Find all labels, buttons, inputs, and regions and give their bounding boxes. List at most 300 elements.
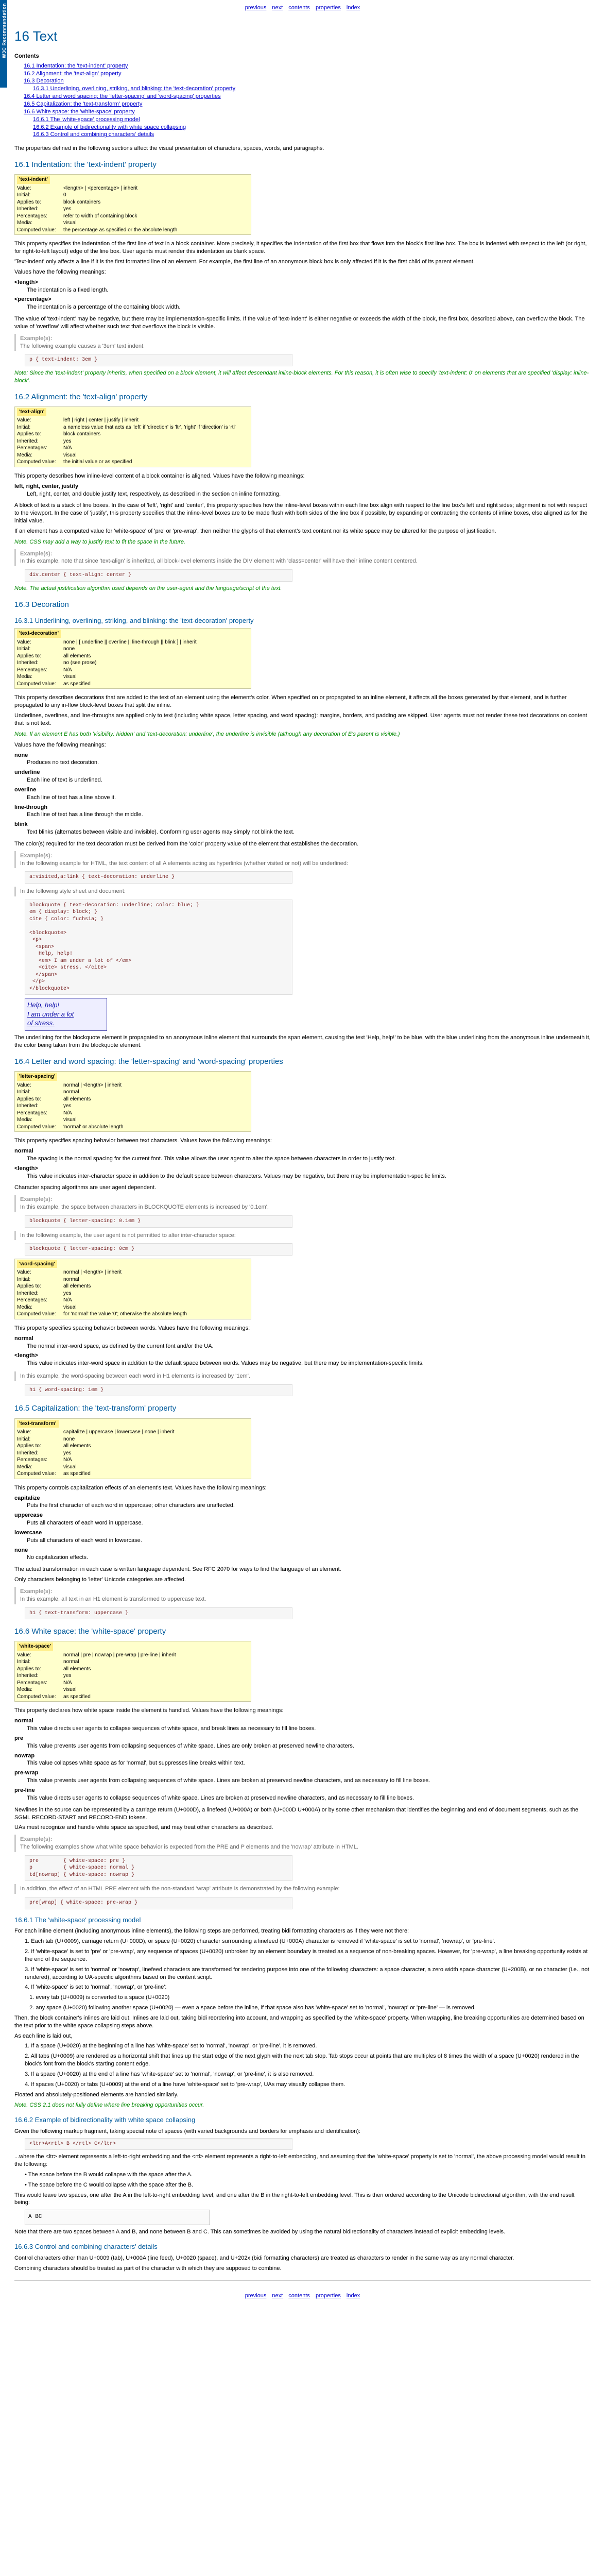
- value-term: <length>: [14, 279, 38, 285]
- w3c-status-strip: [0, 0, 7, 88]
- property-field-value: N/A: [63, 1110, 72, 1116]
- property-definition-table: [17, 417, 239, 466]
- property-field-label: Value:: [17, 1082, 31, 1088]
- toc-link[interactable]: 16.6.3 Control and combining characters' details: [33, 131, 154, 138]
- list-item: • The space before the B would collapse with the space after the A.: [25, 2171, 193, 2178]
- property-name: 'white-space': [17, 1642, 53, 1651]
- property-field-value: yes: [63, 1673, 72, 1679]
- propdef-text-align: [14, 406, 251, 467]
- property-field-label: Value:: [17, 1269, 31, 1276]
- table-row: [17, 431, 239, 438]
- s3-example-2: [14, 887, 591, 896]
- property-name: 'text-transform': [17, 1420, 59, 1428]
- example-text: In addition, the effect of an HTML PRE element with the non-standard 'wrap' attribute is demonstrated by the following example:: [20, 1886, 340, 1892]
- table-row: [17, 1290, 190, 1297]
- property-field-label: Inherited:: [17, 1290, 39, 1296]
- s2-example: [14, 549, 591, 567]
- w3c-status-label: W3C Recommendation: [2, 3, 7, 59]
- toc-link[interactable]: 16.2 Alignment: the 'text-align' property: [24, 70, 122, 77]
- propdef-text-transform: [14, 1418, 251, 1479]
- property-field-label: Computed value:: [17, 1124, 56, 1130]
- value-description: The indentation is a percentage of the containing block width.: [27, 304, 181, 311]
- s6-paragraph-1: This property declares how white space inside the element is handled. Values have the following meanings:: [14, 1707, 284, 1714]
- property-field-label: Inherited:: [17, 1103, 39, 1109]
- property-field-label: Media:: [17, 1304, 33, 1310]
- s4-code-block-3: h1 { word-spacing: 1em }: [25, 1384, 292, 1397]
- section-heading-text-indent: 16.1 Indentation: the 'text-indent' property: [14, 160, 157, 170]
- value-term: normal: [14, 1148, 33, 1155]
- property-field-label: Value:: [17, 185, 31, 191]
- table-row: [17, 1672, 179, 1680]
- value-term: left, right, center, justify: [14, 483, 79, 489]
- table-row: [17, 667, 200, 674]
- value-description: This value collapses white space as for 'normal', but suppresses line breaks within text.: [27, 1760, 245, 1767]
- property-field-value: block containers: [63, 431, 101, 437]
- property-field-label: Initial:: [17, 1436, 31, 1442]
- toc-link[interactable]: 16.3.1 Underlining, overlining, striking, and blinking: the 'text-decoration' property: [33, 86, 236, 92]
- nav-contents-link[interactable]: contents: [288, 2293, 310, 2299]
- table-row: [17, 1456, 178, 1464]
- s5-values-list: [14, 1495, 591, 1562]
- property-field-value: yes: [63, 206, 72, 212]
- property-field-value: N/A: [63, 667, 72, 673]
- property-field-label: Inherited:: [17, 1673, 39, 1679]
- toc-link[interactable]: 16.6 White space: the 'white-space' property: [24, 108, 135, 115]
- property-field-label: Applies to:: [17, 431, 41, 437]
- propdef-word-spacing: [14, 1259, 251, 1319]
- s6-sub2-paragraph-2: ...where the <ltr> element represents a left-to-right embedding and the <rtl> element represents a right-to-left embedding, and assuming that the 'white-space' property is set to 'normal', the above processing model would result in the following:: [14, 2154, 585, 2168]
- s6-paragraph-3: UAs must recognize and handle white space as specified, and may treat other characters as described.: [14, 1824, 273, 1831]
- property-field-label: Applies to:: [17, 653, 41, 659]
- example-text: In the following example, the user agent is not permitted to alter inter-character space:: [20, 1232, 236, 1239]
- example-label: Example(s):: [20, 1196, 53, 1203]
- example-label: Example(s):: [20, 1836, 53, 1843]
- property-field-value: visual: [63, 1117, 77, 1123]
- nav-next-link[interactable]: next: [272, 5, 283, 11]
- property-field-value: refer to width of containing block: [63, 213, 137, 219]
- property-field-value: for 'normal' the value '0'; otherwise the absolute length: [63, 1311, 187, 1317]
- demo-line-1: Help, help!: [27, 1001, 60, 1009]
- s4-values-list-2: [14, 1335, 591, 1367]
- value-term: uppercase: [14, 1512, 43, 1519]
- nav-index-link[interactable]: index: [346, 2293, 360, 2299]
- property-field-value: no (see prose): [63, 660, 97, 666]
- toc-item: [24, 100, 591, 108]
- s2-paragraph-3: If an element has a computed value for 'white-space' of 'pre' or 'pre-wrap', then neither the glyphs of that element's text content nor its white space may be altered for the purpose of justification.: [14, 528, 496, 534]
- property-field-label: Percentages:: [17, 1110, 47, 1116]
- property-field-label: Computed value:: [17, 459, 56, 465]
- property-field-value: visual: [63, 1304, 77, 1310]
- bidi-result-illustration: A BC: [25, 2210, 210, 2225]
- toc-item: [24, 62, 591, 70]
- s1-example: [14, 334, 591, 351]
- s6-sub3-paragraph-1: Control characters other than U+0009 (tab), U+000A (line feed), U+0020 (space), and U+202x (bidi formatting characters) are treated as characters to render in the same way as any normal character.: [14, 2255, 514, 2261]
- table-row: [17, 227, 180, 234]
- propdef-letter-spacing: [14, 1071, 251, 1132]
- value-description: Each line of text has a line through the middle.: [27, 811, 143, 818]
- s3-paragraph-3: Values have the following meanings:: [14, 741, 106, 748]
- nav-next-link[interactable]: next: [272, 2293, 283, 2299]
- property-field-value: visual: [63, 452, 77, 458]
- value-description: Puts all characters of each word in uppercase.: [27, 1520, 143, 1527]
- list-item: 4. If spaces (U+0020) or tabs (U+0009) at the end of a line have 'white-space' set to 'pre-wrap', UAs may visually collapse them.: [25, 2081, 345, 2088]
- property-field-label: Media:: [17, 1117, 33, 1123]
- table-row: [17, 1443, 178, 1450]
- value-term: pre-wrap: [14, 1770, 39, 1776]
- table-of-contents: [24, 62, 591, 139]
- property-field-label: Computed value:: [17, 227, 56, 233]
- s3-note: Note. If an element E has both 'visibility: hidden' and 'text-decoration: underline', the underline is invisible (although any decoration of E's parent is visible.): [14, 731, 400, 737]
- s5-code-block: h1 { text-transform: uppercase }: [25, 1607, 292, 1620]
- s4-example-2: [14, 1231, 591, 1241]
- value-description: This value indicates inter-word space in addition to the default space between words. Values may be negative, but there may be implementation-specific limits.: [27, 1360, 424, 1367]
- property-name: 'text-decoration': [17, 630, 61, 638]
- list-item: 4. If 'white-space' is set to 'normal', 'nowrap', or 'pre-line':: [25, 1984, 167, 1991]
- example-text: The following example causes a '3em' text indent.: [20, 343, 145, 349]
- property-field-value: block containers: [63, 199, 101, 205]
- property-field-label: Media:: [17, 674, 33, 680]
- s3-paragraph-2: Underlines, overlines, and line-throughs are applied only to text (including white space, letter spacing, and word spacing): margins, borders, and padding are skipped. User agents must not render these text decorations on content that is not text.: [14, 713, 587, 726]
- property-field-value: yes: [63, 1290, 72, 1296]
- table-row: [17, 1297, 190, 1304]
- toc-item: [24, 108, 591, 116]
- table-row: [17, 417, 239, 424]
- property-field-value: as specified: [63, 681, 91, 687]
- example-text: The following examples show what white space behavior is expected from the PRE and P elements and the 'nowrap' attribute in HTML.: [20, 1844, 359, 1851]
- value-term: capitalize: [14, 1495, 40, 1501]
- table-row: [17, 1680, 179, 1687]
- value-term: lowercase: [14, 1529, 42, 1536]
- property-field-value: normal | <length> | inherit: [63, 1269, 122, 1276]
- property-field-value: a nameless value that acts as 'left' if 'direction' is 'ltr', 'right' if 'direction' is 'rtl': [63, 424, 236, 430]
- property-name: 'text-indent': [17, 176, 50, 184]
- value-term: <length>: [14, 1352, 38, 1359]
- s4-paragraph-2: Character spacing algorithms are user agent dependent.: [14, 1184, 157, 1191]
- table-row: [17, 219, 180, 227]
- property-field-label: Applies to:: [17, 1096, 41, 1102]
- s6-code-block-2: pre[wrap] { white-space: pre-wrap }: [25, 1897, 292, 1909]
- s4-values-list: [14, 1147, 591, 1180]
- property-field-value: normal: [63, 1089, 79, 1095]
- value-description: No capitalization effects.: [27, 1554, 89, 1561]
- property-field-label: Initial:: [17, 646, 31, 652]
- example-label: Example(s):: [20, 1588, 53, 1595]
- property-field-value: yes: [63, 438, 72, 444]
- s6-values-list: [14, 1717, 591, 1802]
- section-heading-spacing: 16.4 Letter and word spacing: the 'letter-spacing' and 'word-spacing' properties: [14, 1057, 283, 1066]
- s3-paragraph-4: The color(s) required for the text decoration must be derived from the 'color' property value of the element that establishes the decoration.: [14, 840, 359, 847]
- property-name: 'word-spacing': [17, 1260, 57, 1268]
- example-text: In this example, the word-spacing between each word in H1 elements is increased by '1em'.: [20, 1373, 250, 1380]
- property-field-value: as specified: [63, 1693, 91, 1700]
- table-row: [17, 1436, 178, 1443]
- s6-sub1-steps: [14, 1938, 591, 2012]
- list-item: 1. Each tab (U+0009), carriage return (U+000D), or space (U+0020) character surrounding a linefeed (U+000A) character is removed if 'white-space' is set to 'normal', 'nowrap', or 'pre-line'.: [25, 1938, 495, 1945]
- table-row: [17, 639, 200, 646]
- property-field-label: Computed value:: [17, 1471, 56, 1477]
- example-label: Example(s):: [20, 852, 53, 859]
- property-field-label: Percentages:: [17, 213, 47, 219]
- property-field-label: Initial:: [17, 1089, 31, 1095]
- table-row: [17, 1116, 127, 1124]
- example-label: Example(s):: [20, 550, 53, 557]
- s6-sub3-paragraph-2: Combining characters should be treated as part of the character with which they are supposed to combine.: [14, 2265, 282, 2272]
- s6-sub1-paragraph-2: Then, the block container's inlines are laid out. Inlines are laid out, taking bidi reordering into account, and wrapping as specified by the 'white-space' property. When wrapping, line breaking opportunities are determined based on the text prior to the white space collapsing steps above.: [14, 2014, 584, 2029]
- table-row: [17, 206, 180, 213]
- property-definition-table: [17, 639, 200, 688]
- example-text: In this example, the space between characters in BLOCKQUOTE elements is increased by '0.1em'.: [20, 1204, 269, 1211]
- table-row: [17, 1429, 178, 1436]
- s4-paragraph-3: This property specifies spacing behavior between words. Values have the following meanings:: [14, 1325, 250, 1331]
- property-field-label: Media:: [17, 1687, 33, 1693]
- propdef-white-space: [14, 1641, 251, 1702]
- nav-properties-link[interactable]: properties: [315, 2293, 341, 2299]
- property-field-label: Inherited:: [17, 206, 39, 212]
- table-row: [17, 1464, 178, 1471]
- propdef-text-decoration: [14, 628, 251, 689]
- property-definition-table: [17, 1082, 127, 1131]
- s3-values-list: [14, 752, 591, 836]
- s5-paragraph-2: The actual transformation in each case is written language dependent. See RFC 2070 for ways to find the language of an element.: [14, 1566, 341, 1573]
- value-term: underline: [14, 769, 40, 776]
- table-row: [17, 1124, 127, 1131]
- property-field-value: N/A: [63, 445, 72, 451]
- property-field-label: Applies to:: [17, 1443, 41, 1449]
- property-field-value: capitalize | uppercase | lowercase | none | inherit: [63, 1429, 175, 1435]
- toc-link[interactable]: 16.6.1 The 'white-space' processing model: [33, 116, 140, 123]
- property-name: 'text-align': [17, 408, 46, 416]
- table-row: [17, 1311, 190, 1318]
- s1-paragraph-3: Values have the following meanings:: [14, 268, 106, 275]
- table-row: [17, 192, 180, 199]
- list-item: 1. If a space (U+0020) at the beginning of a line has 'white-space' set to 'normal', 'nowrap', or 'pre-line', it is removed.: [25, 2043, 317, 2049]
- property-field-value: the percentage as specified or the absolute length: [63, 227, 178, 233]
- s4-example: [14, 1195, 591, 1212]
- s6-code-block: pre { white-space: pre } p { white-space: normal } td[nowrap] { white-space: nowrap }: [25, 1855, 292, 1882]
- property-field-value: 0: [63, 192, 66, 198]
- property-field-label: Value:: [17, 639, 31, 645]
- toc-link[interactable]: 16.4 Letter and word spacing: the 'letter-spacing' and 'word-spacing' properties: [24, 93, 221, 100]
- list-item: • The space before the C would collapse with the space after the B.: [25, 2181, 194, 2188]
- property-field-label: Media:: [17, 220, 33, 226]
- property-field-label: Value:: [17, 1429, 31, 1435]
- s6-example: [14, 1835, 591, 1852]
- s1-paragraph-1: This property specifies the indentation of the first line of text in a block container. More precisely, it specifies the indentation of the first box that flows into the block's first line box. The box is indented with respect to the left (or right, for right-to-left layout) edge of the line box. User agents must render this indentation as blank space.: [14, 241, 587, 255]
- toc-link[interactable]: 16.6.2 Example of bidirectionality with white space collapsing: [33, 124, 186, 130]
- table-row: [17, 1666, 179, 1673]
- table-row: [17, 646, 200, 653]
- value-description: This value indicates inter-character space in addition to the default space between characters. Values may be negative, but there may be implementation-specific limits.: [27, 1173, 446, 1179]
- table-row: [17, 1686, 179, 1693]
- property-field-label: Applies to:: [17, 1283, 41, 1290]
- property-field-value: none | [ underline || overline || line-through || blink ] | inherit: [63, 639, 197, 645]
- nav-previous-link[interactable]: previous: [245, 2293, 267, 2299]
- s6-sub1-steps-2: [14, 2042, 591, 2088]
- property-field-value: left | right | center | justify | inherit: [63, 417, 139, 423]
- nav-properties-link[interactable]: properties: [315, 5, 341, 11]
- table-row: [17, 1110, 127, 1117]
- list-item: 2. any space (U+0020) following another space (U+0020) — even a space before the inline, if that space also has 'white-space' set to 'normal', 'nowrap' or 'pre-line' — is removed.: [25, 2005, 476, 2011]
- value-description: Each line of text is underlined.: [27, 777, 102, 784]
- property-field-label: Applies to:: [17, 199, 41, 205]
- property-field-label: Initial:: [17, 424, 31, 430]
- table-row: [17, 1283, 190, 1290]
- list-item: 1. every tab (U+0009) is converted to a space (U+0020): [25, 1994, 170, 2001]
- value-description: Produces no text decoration.: [27, 759, 99, 766]
- nav-index-link[interactable]: index: [346, 5, 360, 11]
- list-item: 3. If 'white-space' is set to 'normal' or 'nowrap', linefeed characters are transformed for rendering purpose into one of the following characters: a space character, a zero width space character (U+200B), or no character (i.e., not rendered), according to UA-specific algorithms based on the content script.: [25, 1966, 591, 1980]
- s6-sub1-paragraph-3: As each line is laid out,: [14, 2032, 73, 2039]
- demo-line-3: of stress.: [27, 1019, 55, 1027]
- value-term: pre: [14, 1735, 24, 1741]
- subsection-heading-text-decoration: 16.3.1 Underlining, overlining, striking, and blinking: the 'text-decoration' property: [14, 616, 254, 624]
- toc-item: [24, 124, 591, 131]
- property-field-value: yes: [63, 1103, 72, 1109]
- s5-paragraph-1: This property controls capitalization effects of an element's text. Values have the following meanings:: [14, 1484, 267, 1491]
- s6-sub2-paragraph-3: This would leave two spaces, one after the A in the left-to-right embedding level, and one after the B in the right-to-left embedding level. This is then ordered according to the Unicode bidirectional algorithm, with the end result being:: [14, 2192, 575, 2206]
- nav-contents-link[interactable]: contents: [288, 5, 310, 11]
- toc-item: [24, 70, 591, 78]
- s6-sub2-paragraph-4: Note that there are two spaces between A and B, and none between B and C. This can sometimes be avoided by using the natural bidirectionality of characters instead of explicit embedding levels.: [14, 2229, 506, 2235]
- example-text: In this example, all text in an H1 element is transformed to uppercase text.: [20, 1596, 206, 1602]
- table-row: [17, 659, 200, 667]
- property-field-value: N/A: [63, 1457, 72, 1463]
- example-label: Example(s):: [20, 335, 53, 342]
- table-row: [17, 1082, 127, 1089]
- s6-example-2: [14, 1884, 591, 1894]
- property-field-value: 'normal' or absolute length: [63, 1124, 124, 1130]
- s6-sub1-note: Note. CSS 2.1 does not fully define where line breaking opportunities occur.: [14, 2102, 204, 2109]
- section-heading-white-space: 16.6 White space: the 'white-space' property: [14, 1627, 166, 1636]
- property-name: 'letter-spacing': [17, 1073, 57, 1081]
- value-description: Puts all characters of each word in lowercase.: [27, 1537, 142, 1544]
- toc-item: [24, 116, 591, 124]
- table-row: [17, 1269, 190, 1276]
- footer-divider: [14, 2280, 591, 2281]
- s2-paragraph-2: A block of text is a stack of line boxes. In the case of 'left', 'right' and 'center', this property specifies how the inline-level boxes within each line box align with respect to the line box's left and right sides; alignment is not with respect to the viewport. In the case of 'justify', this property specifies that the inline-level boxes are to be made flush with both sides of the line box if possible, by expanding or contracting the contents of inline boxes, else aligned as for the initial value.: [14, 502, 587, 524]
- property-field-label: Percentages:: [17, 1457, 47, 1463]
- property-field-value: all elements: [63, 653, 91, 659]
- s3-code-block-2: blockquote { text-decoration: underline; color: blue; } em { display: block; } cite { color: fuchsia; } <blockquote> <p> <span> Help, help! <em> I am under a lot of </em> <cite> stress. </cite> </span> </p> </blockquote>: [25, 900, 292, 995]
- property-field-value: visual: [63, 674, 77, 680]
- value-term: <percentage>: [14, 296, 51, 303]
- table-row: [17, 1693, 179, 1701]
- value-description: This value prevents user agents from collapsing sequences of white space. Lines are only broken at preserved newline characters.: [27, 1742, 354, 1749]
- property-field-value: yes: [63, 1450, 72, 1456]
- list-item: 2. If 'white-space' is set to 'pre' or 'pre-wrap', any sequence of spaces (U+0020) unbroken by an element boundary is treated as a sequence of non-breaking spaces. However, for 'pre-wrap', a line breaking opportunity exists at the end of the sequence.: [25, 1948, 590, 1962]
- table-row: [17, 1276, 190, 1283]
- property-definition-table: [17, 185, 180, 234]
- nav-previous-link[interactable]: previous: [245, 5, 267, 11]
- section-heading-decoration: 16.3 Decoration: [14, 600, 69, 609]
- table-row: [17, 438, 239, 445]
- property-definition-table: [17, 1269, 190, 1318]
- list-item: 3. If a space (U+0020) at the end of a line has 'white-space' set to 'normal', 'nowrap', or 'pre-line', it is also removed.: [25, 2071, 314, 2077]
- value-description: The spacing is the normal spacing for the current font. This value allows the user agent to alter the space between characters in order to justify text.: [27, 1155, 396, 1162]
- toc-link[interactable]: 16.5 Capitalization: the 'text-transform' property: [24, 101, 143, 107]
- table-row: [17, 1470, 178, 1478]
- value-description: Text blinks (alternates between visible and invisible). Conforming user agents may simply not blink the text.: [27, 829, 295, 836]
- s6-sub2-bullets: [14, 2171, 591, 2189]
- property-field-value: normal: [63, 1659, 79, 1665]
- s3-example: [14, 851, 591, 869]
- property-field-value: all elements: [63, 1443, 91, 1449]
- value-description: Each line of text has a line above it.: [27, 794, 116, 801]
- property-definition-table: [17, 1652, 179, 1701]
- example-text: In the following style sheet and document:: [20, 888, 126, 894]
- s6-paragraph-2: Newlines in the source can be represented by a carriage return (U+000D), a linefeed (U+000A) or both (U+000D U+000A) or by some other mechanism that identifies the beginning and end of document segments, such as the SGML RECORD-START and RECORD-END tokens.: [14, 1806, 579, 1821]
- value-term: none: [14, 752, 28, 758]
- table-row: [17, 1658, 179, 1666]
- property-field-value: all elements: [63, 1283, 91, 1290]
- s5-example: [14, 1587, 591, 1604]
- table-row: [17, 213, 180, 220]
- property-field-label: Media:: [17, 1464, 33, 1470]
- toc-link[interactable]: 16.1 Indentation: the 'text-indent' property: [24, 62, 128, 69]
- s4-code-block-2: blockquote { letter-spacing: 0cm }: [25, 1243, 292, 1256]
- s1-paragraph-2: 'Text-indent' only affects a line if it is the first formatted line of an element. For example, the first line of an anonymous block box is only affected if it is the first child of its parent element.: [14, 259, 475, 265]
- property-field-label: Initial:: [17, 1276, 31, 1282]
- s3-code-block: a:visited,a:link { text-decoration: underline }: [25, 871, 292, 884]
- table-row: [17, 459, 239, 466]
- contents-heading: Contents: [14, 53, 39, 59]
- bottom-navigation: [14, 2289, 591, 2303]
- value-description: This value directs user agents to collapse sequences of white space. Lines are broken at preserved newline characters, and as necessary to fill line boxes.: [27, 1794, 414, 1801]
- property-field-value: none: [63, 646, 75, 652]
- section-heading-text-transform: 16.5 Capitalization: the 'text-transform' property: [14, 1404, 177, 1413]
- section-heading-text-align: 16.2 Alignment: the 'text-align' property: [14, 392, 148, 401]
- s1-note: Note: Since the 'text-indent' property inherits, when specified on a block element, it will affect descendant inline-block elements. For this reason, it is often wise to specify 'text-indent: 0' on elements that are specified 'display: inline-block'.: [14, 369, 589, 384]
- subsection-heading-bidi-example: 16.6.2 Example of bidirectionality with white space collapsing: [14, 2116, 196, 2124]
- example-text: In the following example for HTML, the text content of all A elements acting as hyperlinks (whether visited or not) will be underlined:: [20, 860, 349, 867]
- table-row: [17, 1096, 127, 1103]
- s4-code-block: blockquote { letter-spacing: 0.1em }: [25, 1215, 292, 1228]
- demo-line-2: I am under a lot: [27, 1010, 74, 1018]
- property-field-label: Inherited:: [17, 1450, 39, 1456]
- decoration-rendering-illustration: [25, 998, 107, 1031]
- table-row: [17, 653, 200, 660]
- property-field-label: Inherited:: [17, 660, 39, 666]
- s2-note: Note. CSS may add a way to justify text to fit the space in the future.: [14, 538, 185, 545]
- property-field-label: Value:: [17, 417, 31, 423]
- s2-paragraph-1: This property describes how inline-level content of a block container is aligned. Values have the following meanings:: [14, 472, 305, 479]
- s1-paragraph-4: The value of 'text-indent' may be negative, but there may be implementation-specific limits. If the value of 'text-indent' is either negative or exceeds the width of the block, the first box, described above, can overflow the block. The value of 'overflow' will affect whether such text that overflows the block is visible.: [14, 316, 585, 330]
- table-row: [17, 1304, 190, 1311]
- property-field-value: all elements: [63, 1666, 91, 1672]
- value-description: The indentation is a fixed length.: [27, 286, 109, 293]
- table-row: [17, 185, 180, 192]
- s2-note-2: Note. The actual justification algorithm used depends on the user-agent and the language/script of the text.: [14, 585, 282, 591]
- toc-item: [24, 93, 591, 100]
- s1-code-block: p { text-indent: 3em }: [25, 354, 292, 366]
- property-field-value: all elements: [63, 1096, 91, 1102]
- s5-paragraph-3: Only characters belonging to 'letter' Unicode categories are affected.: [14, 1577, 186, 1583]
- value-term: nowrap: [14, 1752, 35, 1759]
- subsection-heading-processing-model: 16.6.1 The 'white-space' processing model: [14, 1916, 141, 1924]
- toc-link[interactable]: 16.3 Decoration: [24, 78, 64, 84]
- subsection-heading-control-chars: 16.6.3 Control and combining characters' details: [14, 2243, 158, 2251]
- s2-code-block: div.center { text-align: center }: [25, 569, 292, 582]
- s6-sub2-code-block: <ltr>A<rtl> B </rtl> C</ltr>: [25, 2138, 292, 2150]
- property-field-value: N/A: [63, 1680, 72, 1686]
- property-field-value: visual: [63, 1464, 77, 1470]
- table-row: [17, 424, 239, 431]
- s6-sub2-paragraph-1: Given the following markup fragment, taking special note of spaces (with varied backgrounds and borders for emphasis and identification):: [14, 2128, 360, 2134]
- s4-example-3: [14, 1371, 591, 1381]
- property-field-value: normal: [63, 1276, 79, 1282]
- value-term: normal: [14, 1718, 33, 1724]
- page-content: [0, 14, 605, 2324]
